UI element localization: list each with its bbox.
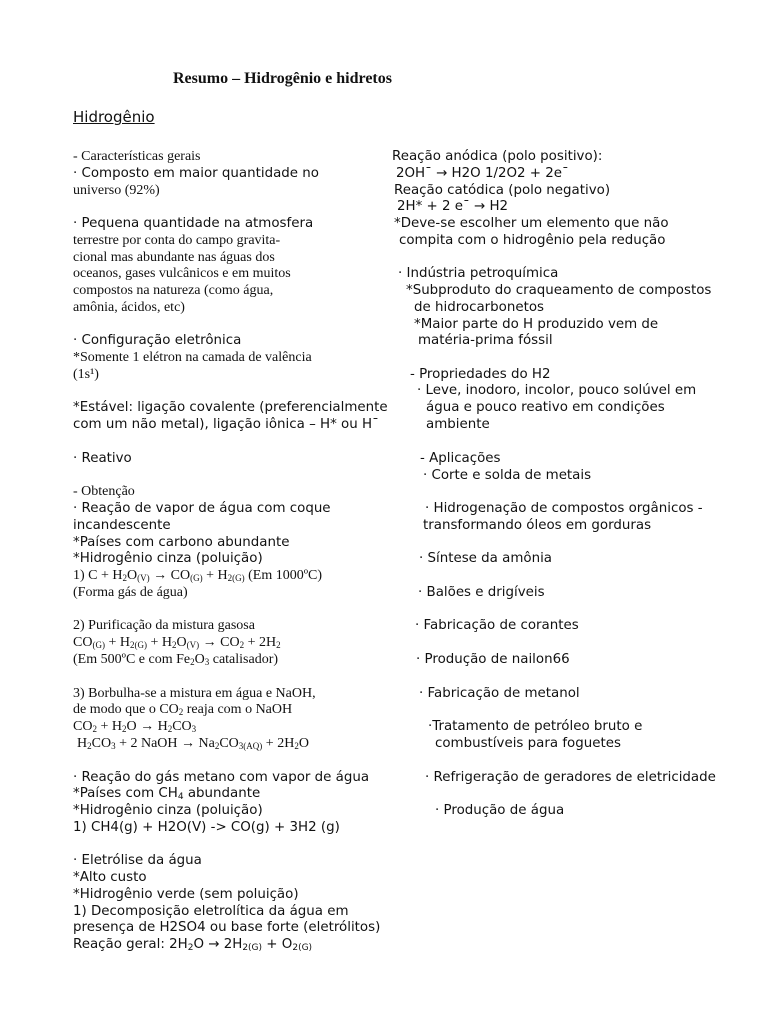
- right-text-line: ambiente: [426, 417, 490, 432]
- left-text-line: oceanos, gases vulcânicos e em muitos: [73, 266, 291, 281]
- left-text-line: *Hidrogênio cinza (poluição): [73, 803, 263, 818]
- left-text-line: (Em 500ºC e com $Fe_2O_3$ catalisador): [73, 652, 279, 667]
- left-text-line: cional mas abundante nas águas dos: [73, 250, 275, 265]
- left-text-line: $CO_{(G)} + H_{2(G)} + H_2O_{(V)} \to CO_2 + 2H_2$: [73, 635, 281, 650]
- left-text-line: · Eletrólise da água: [73, 853, 202, 868]
- left-text-line: incandescente: [73, 518, 171, 533]
- left-text-line: · Pequena quantidade na atmosfera: [73, 216, 314, 231]
- section-heading: Hidrogênio: [73, 108, 155, 126]
- left-text-line: 2) Purificação da mistura gasosa: [73, 618, 255, 633]
- left-text-line: $H_2CO_3 + 2$ NaOH → $Na_2CO_{3(AQ)} + 2H_2O$: [77, 736, 309, 751]
- left-text-line: · Composto em maior quantidade no: [73, 166, 319, 181]
- left-text-line: *Hidrogênio verde (sem poluição): [73, 887, 299, 902]
- right-text-line: · Refrigeração de geradores de eletricidade: [425, 770, 716, 785]
- right-text-line: · Hidrogenação de compostos orgânicos -: [425, 501, 703, 516]
- left-text-line: 1) $C + H_2O_{(V)} \to CO_{(G)} + H_{2(G)}$ (Em 1000ºC): [73, 568, 323, 583]
- right-text-line: matéria-prima fóssil: [418, 333, 553, 348]
- left-text-line: com um não metal), ligação iônica – H* ou H¯: [73, 417, 379, 432]
- right-text-line: de hidrocarbonetos: [414, 300, 545, 315]
- left-text-line: *Estável: ligação covalente (preferencialmente: [73, 400, 388, 415]
- right-text-line: - Aplicações: [420, 451, 501, 466]
- left-text-line: *Somente 1 elétron na camada de valência: [73, 350, 312, 365]
- left-text-line: *Países com $CH_4$ abundante: [73, 786, 261, 802]
- right-text-line: · Produção de água: [435, 803, 565, 818]
- right-text-line: · Produção de nailon66: [416, 652, 570, 667]
- right-text-line: · Síntese da amônia: [419, 551, 552, 566]
- right-text-line: · Leve, inodoro, incolor, pouco solúvel em: [417, 383, 697, 398]
- left-text-line: universo (92%): [73, 183, 160, 198]
- right-text-line: Reação anódica (polo positivo):: [392, 149, 603, 164]
- right-text-line: transformando óleos em gorduras: [423, 518, 652, 533]
- right-text-line: · Fabricação de corantes: [415, 618, 579, 633]
- left-text-line: Reação geral: $2H_2O \to 2H_{2(G)} + O_{2(G)}$: [73, 937, 313, 953]
- left-text-line: · Reação de vapor de água com coque: [73, 501, 331, 516]
- left-text-line: $CO_2 + H_2O \to H_2CO_3$: [73, 719, 197, 734]
- page-title: Resumo – Hidrogênio e hidretos: [173, 70, 392, 87]
- right-text-line: 2OH¯ → H2O 1/2O2 + 2e¯: [396, 166, 569, 181]
- left-text-line: (1s¹): [73, 367, 99, 382]
- left-text-line: · Reativo: [73, 451, 132, 466]
- right-text-line: - Propriedades do H2: [410, 367, 551, 382]
- right-text-line: ·Tratamento de petróleo bruto e: [428, 719, 643, 734]
- right-text-line: · Balões e drigíveis: [418, 585, 545, 600]
- left-text-line: - Características gerais: [73, 149, 201, 164]
- left-text-line: de modo que o $CO_2$ reaja com o NaOH: [73, 702, 293, 717]
- right-text-line: água e pouco reativo em condições: [426, 400, 665, 415]
- left-text-line: *Hidrogênio cinza (poluição): [73, 551, 263, 566]
- left-text-line: *Alto custo: [73, 870, 147, 885]
- left-text-line: compostos na natureza (como água,: [73, 283, 274, 298]
- right-text-line: · Corte e solda de metais: [423, 468, 592, 483]
- right-text-line: Reação catódica (polo negativo): [394, 183, 611, 198]
- right-text-line: · Indústria petroquímica: [398, 266, 559, 281]
- left-text-line: 1) Decomposição eletrolítica da água em: [73, 904, 349, 919]
- right-text-line: 2H* + 2 e¯ → H2: [397, 199, 509, 214]
- left-text-line: amônia, ácidos, etc): [73, 300, 185, 315]
- right-text-line: *Maior parte do H produzido vem de: [414, 317, 659, 332]
- right-text-line: *Deve-se escolher um elemento que não: [394, 216, 669, 231]
- right-text-line: compita com o hidrogênio pela redução: [399, 233, 666, 248]
- left-text-line: 1) CH4(g) + H2O(V) -> CO(g) + 3H2 (g): [73, 820, 340, 835]
- right-text-line: · Fabricação de metanol: [419, 686, 580, 701]
- right-text-line: *Subproduto do craqueamento de compostos: [406, 283, 712, 298]
- left-text-line: presença de H2SO4 ou base forte (eletrólitos): [73, 920, 381, 935]
- left-text-line: · Reação do gás metano com vapor de água: [73, 770, 370, 785]
- left-text-line: · Configuração eletrônica: [73, 333, 242, 348]
- left-text-line: terrestre por conta do campo gravita-: [73, 233, 281, 248]
- left-text-line: 3) Borbulha-se a mistura em água e NaOH,: [73, 686, 316, 701]
- right-text-line: combustíveis para foguetes: [435, 736, 621, 751]
- left-text-line: (Forma gás de água): [73, 585, 188, 600]
- left-text-line: *Países com carbono abundante: [73, 535, 290, 550]
- left-text-line: - Obtenção: [73, 484, 135, 499]
